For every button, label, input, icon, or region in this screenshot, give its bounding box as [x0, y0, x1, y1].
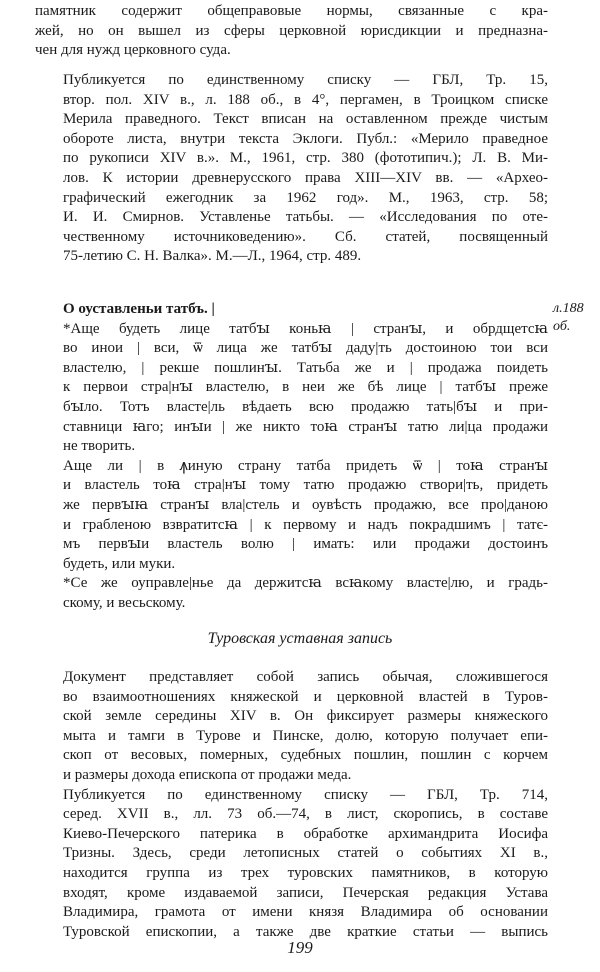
text-line: властелю, | рекше пошлинꙑ. Татьба же и | продажа поидеть: [63, 359, 548, 376]
text-line: Публикуется по единственному списку — ГБЛ, Тр. 15,: [63, 72, 548, 88]
text-line: же первꙑꙗ странꙑ вла|стель и оувѣсть продажю, все про|даною: [63, 496, 548, 513]
text-line: *Аще будеть лице татбꙑ коньꙗ | странꙑ, и обрдщетсꙗ: [63, 320, 548, 337]
text-line: скому, и весьскому.: [63, 594, 186, 611]
section-heading: Туровская уставная запись: [207, 630, 393, 647]
text-line: ставници ꙗго; инꙑи | же никто тоꙗ странꙑ татю ли|ца продажи: [63, 418, 548, 435]
text-line: ской земле середины XIV в. Он фиксирует размеры княжеского: [63, 708, 548, 725]
text-line: графический ежегодник за 1962 год». М., 1963, стр. 58;: [63, 189, 548, 206]
text-line: жей, но он вышел из сферы церковной юрисдикции и предназна-: [35, 22, 548, 39]
text-line: и грабленою взвратитсꙗ | к первому и надъ покрадшимъ | татє-: [63, 516, 548, 533]
text-line: серед. XVII в., лл. 73 об.—74, в лист, скоропись, в составе: [63, 806, 548, 823]
text-line: чен для нужд церковного суда.: [35, 42, 231, 59]
text-line: памятник содержит общеправовые нормы, связанные с кра-: [35, 3, 548, 19]
text-line: Владимира, грамота от имени князя Владимира об основании: [63, 904, 548, 921]
text-line: Киево-Печерского патерика в обработке архимандрита Иосифа: [63, 825, 548, 842]
source-title: [35, 300, 548, 320]
text-line: Мерила праведного. Текст вписан на оставленном прежде чистым: [63, 111, 548, 128]
text-line: к первои стра|нꙑ властелю, в неи же бѣ лице | татбꙑ преже: [63, 379, 548, 396]
text-line: и размеры дохода епископа от продажи меда.: [63, 766, 352, 783]
text-line: *Се же оуправле|нье да держитсꙗ всꙗкому власте|лю, и градь-: [63, 575, 548, 592]
text-line: обороте листа, внутри текста Эклоги. Публ.: «Мерило праведное: [63, 130, 548, 147]
folio-side: об.: [553, 319, 571, 334]
description-paragraph: [35, 668, 548, 786]
publication-paragraph: [35, 71, 548, 267]
publication-note: [35, 71, 548, 267]
text-line: скоп от весовых, померных, судебных пошлин, пошлин с корчем: [63, 747, 548, 764]
text-line: мыта и тамги в Турове и Пинске, долю, которую получает епи-: [63, 727, 548, 744]
text-line: И. И. Смирнов. Уставленье татьбы. — «Исследования по оте-: [63, 209, 548, 226]
intro-paragraph: [35, 2, 548, 61]
text-line: чественному источниковедению». Сб. статей, посвященный: [63, 228, 548, 245]
folio-number: л.188: [553, 301, 584, 316]
publication-paragraph-2: [35, 786, 548, 943]
source-paragraph-2: [35, 457, 548, 575]
folio-margin-note: [553, 300, 598, 336]
text-line: 75-летию С. Н. Валка». М.—Л., 1964, стр. 489.: [63, 248, 362, 265]
text-line: по рукописи XIV в.». М., 1961, стр. 380 (фототипич.); Л. В. Ми-: [63, 150, 548, 167]
text-line: не творить.: [63, 438, 136, 455]
text-line: лов. К истории древнерусского права XIII—XIV вв. — «Архео-: [63, 169, 548, 186]
text-line: Документ представляет собой запись обычая, сложившегося: [63, 669, 548, 685]
text-line: находится группа из трех туровских памятников, в которую: [63, 864, 548, 881]
text-line: Туровской епископии, а также две краткие статьи — выпись: [63, 923, 548, 940]
page-number: 199: [287, 938, 313, 957]
text-line: будеть, или муки.: [63, 555, 176, 572]
text-line: Аще ли | в ꙟиную страну татба придеть ѿ | тоꙗ странꙑ: [63, 457, 548, 474]
document-description: [35, 668, 548, 942]
text-line: Тризны. Здесь, среди летописных статей о событиях XI в.,: [63, 845, 548, 862]
text-line: во инои | вси, ѿ лица же татбꙑ даду|ть достоиною тои вси: [63, 340, 548, 357]
text-line: О оуставленьи татбъ. |: [63, 301, 215, 317]
text-line: входят, кроме издаваемой записи, Печерская редакция Устава: [63, 884, 548, 901]
text-line: и властель тоꙗ стра|нꙑ тому татю продажю створи|ть, придеть: [63, 477, 548, 494]
text-line: во взаимоотношениях княжеской и церковной властей в Туров-: [63, 688, 548, 705]
source-paragraph-1: [35, 320, 548, 457]
text-line: бꙑло. Тотъ власте|ль вѣдаеть всю продажю тать|бꙑ и при-: [63, 398, 548, 415]
text-line: Публикуется по единственному списку — ГБЛ, Тр. 714,: [63, 786, 548, 803]
text-line: мъ первꙑи властель волю | имать: или продажи достоинъ: [63, 536, 548, 553]
intro-tail: [35, 2, 548, 61]
source-text: [35, 300, 548, 614]
text-line: втор. пол. XIV в., л. 188 об., в 4°, пергамен, в Троицком списке: [63, 91, 548, 108]
source-paragraph-3: [35, 574, 548, 613]
